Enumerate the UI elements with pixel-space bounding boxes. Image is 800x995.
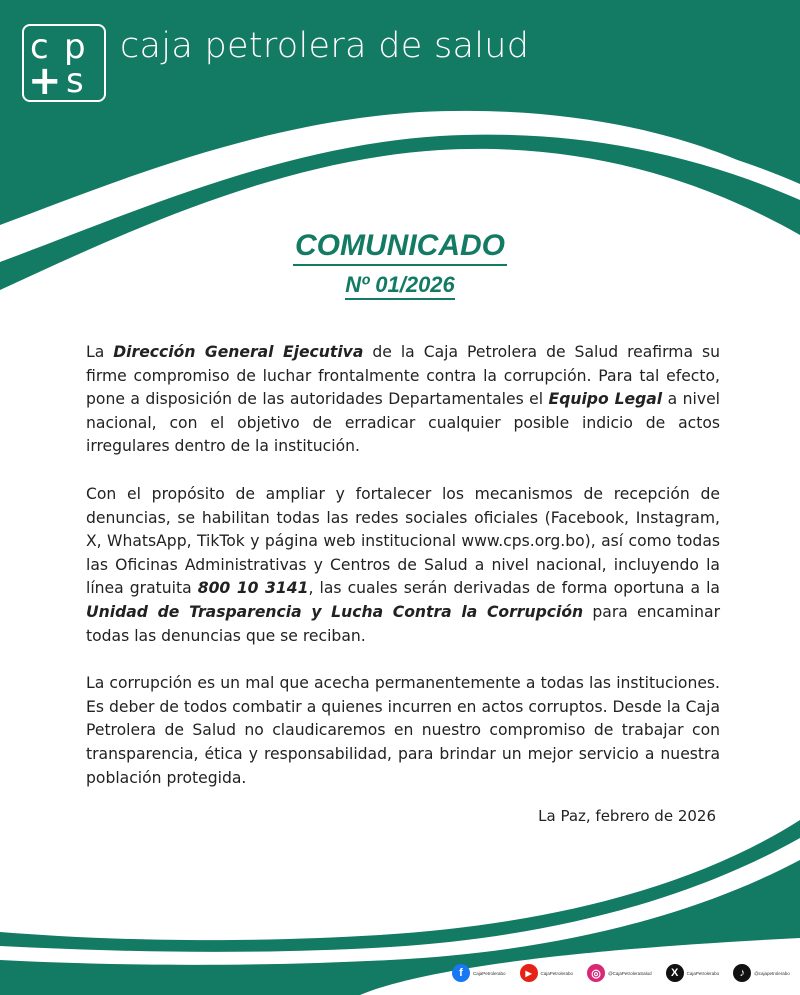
p2-unit-name: Unidad de Trasparencia y Lucha Contra la Corrupción <box>86 602 584 621</box>
logo-letter-c: c <box>30 27 49 67</box>
tiktok-icon: ♪ <box>733 964 751 982</box>
p1-text-3: a nivel nacional, con el objetivo de erradicar cualquier posible indicio de actos irregulares dentro de la institución. <box>86 390 720 456</box>
social-youtube[interactable] <box>520 964 574 982</box>
social-links <box>452 962 800 984</box>
youtube-icon: ▶ <box>520 964 538 982</box>
p1-emphasis-1: Dirección General Ejecutiva <box>113 343 364 361</box>
facebook-icon: f <box>452 964 470 982</box>
social-x[interactable] <box>666 964 720 982</box>
social-instagram[interactable] <box>587 964 652 982</box>
title-block <box>0 228 800 300</box>
logo-letter-p: p <box>64 27 86 67</box>
communique-body <box>86 341 720 814</box>
x-icon: X <box>666 964 684 982</box>
p1-emphasis-2: Equipo Legal <box>548 390 663 409</box>
p2-phone-number: 800 10 3141 <box>197 579 309 598</box>
social-label: CajaPetrolerabo <box>540 970 574 976</box>
social-label: CajaPetrolerabo <box>686 970 720 976</box>
instagram-icon: ◎ <box>587 964 605 982</box>
communique-number: Nº 01/2026 <box>345 272 455 300</box>
social-facebook[interactable] <box>452 964 506 982</box>
social-label: @cajapetrolerabo <box>754 970 790 976</box>
p1-text-2: de la Caja Petrolera de Salud reafirma su firme compromiso de luchar frontalmente contra la corrupción. Para tal efecto, pone a disposición de las autoridades Departamentales el <box>86 343 721 409</box>
page-title: COMUNICADO <box>293 228 507 266</box>
social-tiktok[interactable] <box>733 964 790 982</box>
brand-name: caja petrolera de salud <box>120 26 530 66</box>
cps-logo-mark <box>24 26 104 100</box>
p2-text-2: , las cuales serán derivadas de forma oportuna a la <box>308 579 720 598</box>
paragraph-3: La corrupción es un mal que acecha permanentemente a todas las instituciones. Es deber de todos combatir a quienes incurren en actos corruptos. Desde la Caja Petrolera de Salud no claudicaremos en nuestro compromiso de trabajar con transparencia, ética y responsabilidad, para brindar un mejor servicio a nuestra población protegida. <box>86 674 720 787</box>
place-and-date: La Paz, febrero de 2026 <box>538 807 716 825</box>
p2-text-3: para encaminar todas las denuncias que se reciban. <box>86 602 720 645</box>
social-label: CajaPetrolerabo <box>473 970 506 976</box>
logo <box>22 24 106 102</box>
paragraph-2 <box>86 483 720 648</box>
p2-text-1: Con el propósito de ampliar y fortalecer los mecanismos de recepción de denuncias, se habilitan todas las redes sociales oficiales (Facebook, Instagram, X, WhatsApp, TikTok y página web institucional www.cps.org.bo), así como todas las Oficinas Administrativas y Centros de Salud a nivel nacional, incluyendo la línea gratuita <box>86 484 720 598</box>
p1-text-1: La <box>86 343 114 361</box>
social-label: @CajaPetroleraSalud <box>608 970 652 976</box>
logo-plus: + <box>28 58 62 100</box>
paragraph-1 <box>86 341 720 459</box>
logo-letter-s: s <box>66 61 84 100</box>
